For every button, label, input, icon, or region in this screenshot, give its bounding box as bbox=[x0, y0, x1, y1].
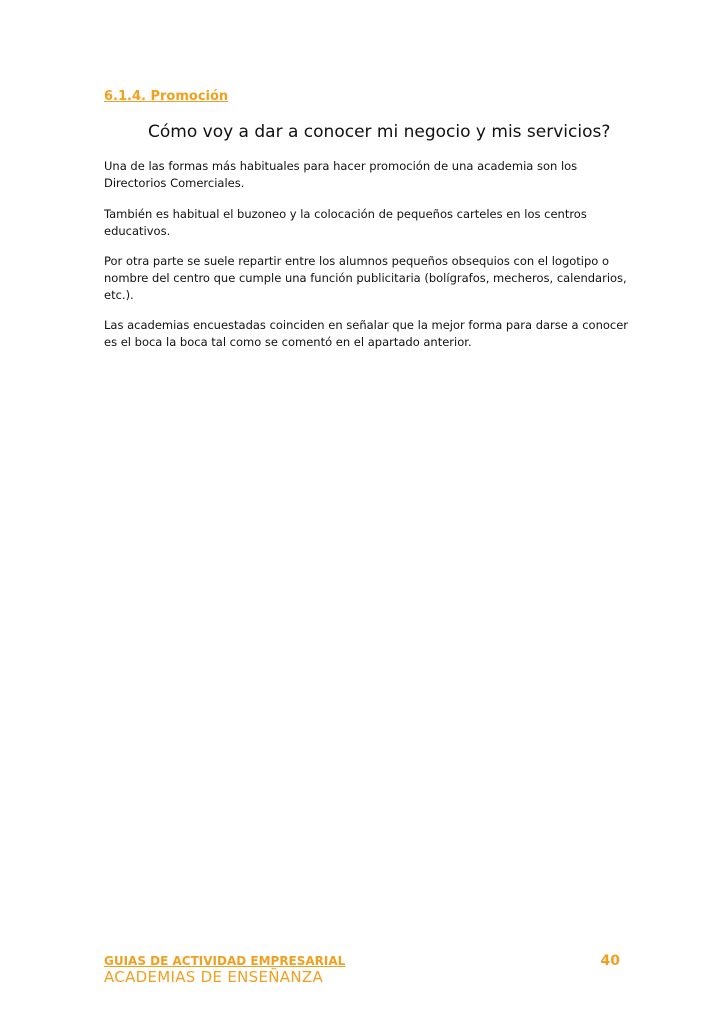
paragraph-directories: Una de las formas más habituales para hacer promoción de una academia son los Directorios Comerciales. bbox=[104, 159, 578, 190]
paragraph-word-of-mouth: Las academias encuestadas coinciden en señalar que la mejor forma para darse a conocer es el boca la boca tal como se comentó en el apartado anterior. bbox=[104, 318, 629, 349]
paragraph-flyers: También es habitual el buzoneo y la colocación de pequeños carteles en los centros educativos. bbox=[104, 207, 587, 238]
paragraph-gifts: Por otra parte se suele repartir entre los alumnos pequeños obsequios con el logotipo o nombre del centro que cumple una función publicitaria (bolígrafos, mecheros, calendarios, etc.). bbox=[104, 254, 627, 302]
section-question: Cómo voy a dar a conocer mi negocio y mis servicios? bbox=[148, 122, 611, 142]
page-number: 40 bbox=[600, 953, 620, 969]
section-heading: 6.1.4. Promoción bbox=[104, 89, 229, 104]
footer-guide-title: GUIAS DE ACTIVIDAD EMPRESARIAL bbox=[104, 954, 346, 968]
footer-subtitle: ACADEMIAS DE ENSEÑANZA bbox=[104, 968, 324, 986]
